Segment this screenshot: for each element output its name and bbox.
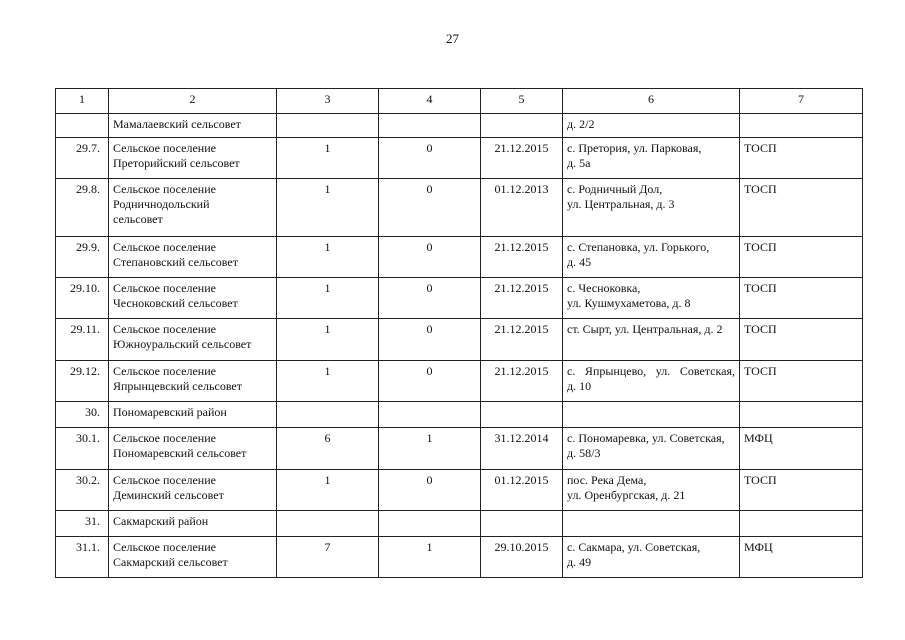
col3-cell (277, 138, 379, 179)
col3-value: 1 (324, 141, 331, 155)
row-number-cell (56, 470, 109, 511)
office-type-cell (740, 402, 863, 428)
row-number-cell (56, 138, 109, 179)
col3-cell (277, 537, 379, 578)
row-number: 30.2. (76, 473, 100, 487)
col4-cell (379, 237, 481, 278)
date-value: 31.12.2014 (494, 431, 549, 445)
entity-name-line: Сельское поселение (113, 540, 216, 554)
entity-name-line: сельсовет (113, 212, 163, 226)
office-type: ТОСП (744, 281, 777, 295)
address-line: с. Претория, ул. Парковая, (567, 141, 702, 155)
address-cell (563, 237, 740, 278)
date-cell (481, 361, 563, 402)
col4-value: 0 (426, 240, 433, 254)
col4-value: 1 (426, 540, 433, 554)
entity-name-line: Преторийский сельсовет (113, 156, 240, 170)
date-value: 21.12.2015 (494, 322, 549, 336)
row-number-cell (56, 237, 109, 278)
header-cell: 3 (277, 89, 379, 114)
address-cell (563, 114, 740, 138)
table-row (56, 179, 863, 237)
date-cell (481, 237, 563, 278)
date-cell (481, 278, 563, 319)
entity-name-cell (109, 428, 277, 470)
col4-cell (379, 511, 481, 537)
address-line: пос. Река Дема, (567, 473, 647, 487)
table-row (56, 237, 863, 278)
col4-value: 0 (426, 281, 433, 295)
address-line: с. Родничный Дол, (567, 182, 663, 196)
date-cell (481, 114, 563, 138)
date-cell (481, 537, 563, 578)
table-row (56, 402, 863, 428)
entity-name-line: Южноуральский сельсовет (113, 337, 252, 351)
row-number: 31. (85, 514, 100, 528)
address-line: д. 2/2 (567, 117, 595, 131)
date-value: 21.12.2015 (494, 364, 549, 378)
col3-value: 1 (324, 182, 331, 196)
col4-cell (379, 470, 481, 511)
col4-value: 0 (426, 364, 433, 378)
date-cell (481, 179, 563, 237)
row-number-cell (56, 428, 109, 470)
entity-name-line: Степановский сельсовет (113, 255, 238, 269)
col4-value: 0 (426, 141, 433, 155)
office-type-cell (740, 179, 863, 237)
office-type-cell (740, 470, 863, 511)
office-type: ТОСП (744, 322, 777, 336)
table-row (56, 361, 863, 402)
col3-value: 7 (324, 540, 331, 554)
office-type-cell (740, 537, 863, 578)
col3-cell (277, 319, 379, 361)
office-type-cell (740, 428, 863, 470)
entity-name-cell (109, 319, 277, 361)
address-line: ул. Центральная, д. 3 (567, 197, 675, 211)
entity-name-cell (109, 470, 277, 511)
address-line: д. 45 (567, 255, 592, 269)
col4-cell (379, 428, 481, 470)
address-cell (563, 428, 740, 470)
entity-name-line: Чесноковский сельсовет (113, 296, 238, 310)
entity-name-line: Сакмарский сельсовет (113, 555, 228, 569)
date-value: 01.12.2013 (494, 182, 549, 196)
office-type-cell (740, 138, 863, 179)
table-row (56, 537, 863, 578)
row-number: 29.10. (70, 281, 100, 295)
row-number: 30.1. (76, 431, 100, 445)
row-number: 29.8. (76, 182, 100, 196)
address-cell (563, 537, 740, 578)
col4-cell (379, 138, 481, 179)
address-line: д. 10 (567, 379, 592, 393)
office-type: ТОСП (744, 240, 777, 254)
entity-name-line: Сакмарский район (113, 514, 209, 528)
row-number-cell (56, 537, 109, 578)
col3-value: 1 (324, 364, 331, 378)
address-line: с. Степановка, ул. Горького, (567, 240, 710, 254)
office-type-cell (740, 114, 863, 138)
date-cell (481, 402, 563, 428)
entity-name-line: Япрынцевский сельсовет (113, 379, 243, 393)
date-value: 21.12.2015 (494, 281, 549, 295)
col3-value: 6 (324, 431, 331, 445)
office-type: ТОСП (744, 364, 777, 378)
entity-name-cell (109, 237, 277, 278)
col4-cell (379, 114, 481, 138)
col4-value: 0 (426, 182, 433, 196)
col3-cell (277, 511, 379, 537)
col3-cell (277, 278, 379, 319)
entity-name-line: Сельское поселение (113, 473, 216, 487)
entity-name-line: Сельское поселение (113, 364, 216, 378)
col4-cell (379, 179, 481, 237)
row-number: 30. (85, 405, 100, 419)
header-cell: 6 (563, 89, 740, 114)
col4-value: 0 (426, 473, 433, 487)
row-number-cell (56, 179, 109, 237)
row-number-cell (56, 319, 109, 361)
entity-name-line: Деминский сельсовет (113, 488, 224, 502)
date-value: 29.10.2015 (494, 540, 549, 554)
address-line: ст. Сырт, ул. Центральная, д. 2 (567, 322, 723, 336)
office-type-cell (740, 511, 863, 537)
col3-cell (277, 114, 379, 138)
address-cell (563, 179, 740, 237)
row-number: 29.11. (70, 322, 100, 336)
entity-name-cell (109, 138, 277, 179)
entity-name-line: Сельское поселение (113, 281, 216, 295)
col3-value: 1 (324, 240, 331, 254)
address-cell (563, 470, 740, 511)
col4-cell (379, 361, 481, 402)
col4-cell (379, 278, 481, 319)
row-number-cell (56, 278, 109, 319)
registry-table (55, 88, 863, 578)
address-cell (563, 361, 740, 402)
entity-name-line: Сельское поселение (113, 182, 216, 196)
col3-cell (277, 428, 379, 470)
date-cell (481, 428, 563, 470)
entity-name-line: Пономаревский сельсовет (113, 446, 247, 460)
row-number: 29.7. (76, 141, 100, 155)
row-number: 31.1. (76, 540, 100, 554)
row-number: 29.12. (70, 364, 100, 378)
address-cell (563, 511, 740, 537)
col3-cell (277, 361, 379, 402)
address-line: д. 49 (567, 555, 592, 569)
office-type: МФЦ (744, 431, 773, 445)
date-value: 01.12.2015 (494, 473, 549, 487)
office-type-cell (740, 237, 863, 278)
address-cell (563, 402, 740, 428)
date-value: 21.12.2015 (494, 141, 549, 155)
table-row (56, 428, 863, 470)
entity-name-cell (109, 511, 277, 537)
col4-value: 1 (426, 431, 433, 445)
date-cell (481, 511, 563, 537)
col4-cell (379, 537, 481, 578)
address-line: с. Япрынцево, ул. Советская, (567, 364, 735, 378)
row-number-cell (56, 114, 109, 138)
col4-cell (379, 402, 481, 428)
row-number: 29.9. (76, 240, 100, 254)
date-value: 21.12.2015 (494, 240, 549, 254)
header-cell: 7 (740, 89, 863, 114)
address-cell (563, 138, 740, 179)
header-cell: 4 (379, 89, 481, 114)
entity-name-line: Сельское поселение (113, 141, 216, 155)
table-row (56, 470, 863, 511)
entity-name-line: Сельское поселение (113, 322, 216, 336)
col3-value: 1 (324, 322, 331, 336)
office-type: МФЦ (744, 540, 773, 554)
table-header-row (56, 89, 863, 114)
office-type-cell (740, 361, 863, 402)
table-row (56, 114, 863, 138)
address-line: ул. Кушмухаметова, д. 8 (567, 296, 691, 310)
col4-cell (379, 319, 481, 361)
entity-name-cell (109, 537, 277, 578)
office-type: ТОСП (744, 473, 777, 487)
col3-value: 1 (324, 281, 331, 295)
table-row (56, 511, 863, 537)
address-line: с. Сакмара, ул. Советская, (567, 540, 701, 554)
header-cell: 1 (56, 89, 109, 114)
entity-name-line: Мамалаевский сельсовет (113, 117, 241, 131)
entity-name-cell (109, 179, 277, 237)
date-cell (481, 470, 563, 511)
entity-name-line: Пономаревский район (113, 405, 227, 419)
entity-name-line: Родничнодольский (113, 197, 210, 211)
page-number: 27 (446, 31, 459, 46)
entity-name-line: Сельское поселение (113, 431, 216, 445)
address-line: с. Пономаревка, ул. Советская, (567, 431, 725, 445)
col3-value: 1 (324, 473, 331, 487)
row-number-cell (56, 402, 109, 428)
entity-name-cell (109, 278, 277, 319)
entity-name-line: Сельское поселение (113, 240, 216, 254)
col3-cell (277, 470, 379, 511)
entity-name-cell (109, 361, 277, 402)
table-row (56, 319, 863, 361)
office-type: ТОСП (744, 141, 777, 155)
header-cell: 5 (481, 89, 563, 114)
address-cell (563, 319, 740, 361)
address-line: д. 5а (567, 156, 591, 170)
col3-cell (277, 237, 379, 278)
date-cell (481, 319, 563, 361)
header-cell: 2 (109, 89, 277, 114)
row-number-cell (56, 511, 109, 537)
date-cell (481, 138, 563, 179)
table-row (56, 138, 863, 179)
address-line: ул. Оренбургская, д. 21 (567, 488, 686, 502)
office-type-cell (740, 278, 863, 319)
office-type-cell (740, 319, 863, 361)
entity-name-cell (109, 114, 277, 138)
address-line: д. 58/3 (567, 446, 601, 460)
entity-name-cell (109, 402, 277, 428)
office-type: ТОСП (744, 182, 777, 196)
row-number-cell (56, 361, 109, 402)
address-cell (563, 278, 740, 319)
table-row (56, 278, 863, 319)
address-line: с. Чесноковка, (567, 281, 641, 295)
col3-cell (277, 402, 379, 428)
col4-value: 0 (426, 322, 433, 336)
col3-cell (277, 179, 379, 237)
